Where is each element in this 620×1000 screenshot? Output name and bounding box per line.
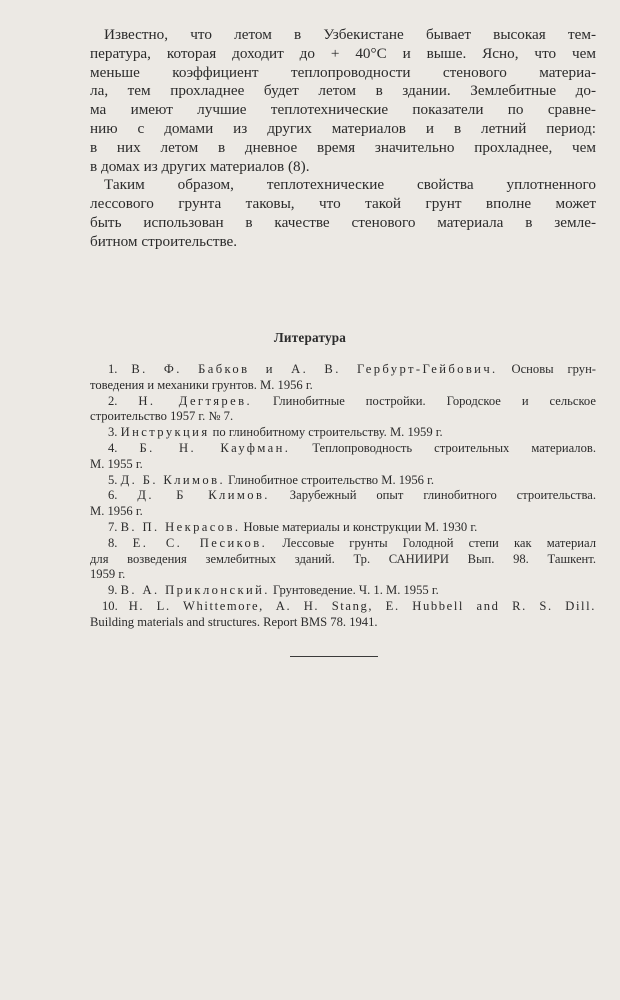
text-line: Известно, что летом в Узбекистане бывает высокая тем- [104, 26, 596, 43]
reference-continuation: М. 1956 г. [90, 504, 143, 519]
reference-title: Зарубежный опыт глинобитного строительства. [289, 488, 596, 503]
reference-number: 5. [108, 472, 118, 487]
reference-title: по глинобитному строительству. М. 1959 г. [212, 425, 443, 440]
reference-continuation: товедения и механики грунтов. М. 1956 г. [90, 377, 313, 392]
reference-number: 3. [108, 425, 118, 440]
reference-item [90, 536, 596, 583]
reference-title: Глинобитные постройки. Городское и сельское [272, 393, 596, 408]
paragraph-1 [90, 26, 596, 176]
text-line: лессового грунта таковы, что такой грунт вполне может [90, 195, 596, 213]
reference-item [90, 473, 596, 489]
reference-author: H. L. Whittemore, A. H. Stang, E. Hubbell and R. S. Dill. [128, 598, 596, 613]
body-text [90, 26, 596, 252]
reference-number: 9. [108, 583, 118, 598]
references-list [90, 362, 596, 631]
references-heading: Литература [273, 330, 347, 345]
reference-number: 4. [108, 440, 118, 455]
reference-item [90, 425, 596, 441]
text-line: в домах из других материалов (8). [90, 157, 310, 175]
reference-author: Н. Дегтярев. [138, 393, 253, 408]
reference-author: Е. С. Песиков. [132, 535, 268, 550]
text-line: в них летом в дневное время значительно прохладнее, чем [90, 138, 596, 156]
reference-title: Грунтоведение. Ч. 1. М. 1955 г. [272, 583, 439, 598]
reference-number: 7. [108, 519, 118, 534]
reference-author: В. Ф. Бабков и А. В. Гербурт-Гейбович. [131, 362, 498, 376]
reference-author: Д. Б Климов. [137, 488, 270, 503]
reference-item [90, 394, 596, 426]
reference-author: Б. Н. Кауфман. [139, 440, 291, 455]
text-line: ла, тем прохладнее будет летом в здании. Землебитные до- [90, 82, 596, 100]
reference-item [90, 583, 596, 599]
reference-author: В. А. Приклонский. [120, 583, 270, 598]
paragraph-2 [90, 176, 596, 251]
reference-title: Лессовые грунты Голодной степи как материал [282, 535, 597, 550]
reference-number: 2. [108, 393, 118, 408]
reference-author: Инструкция [120, 425, 210, 440]
reference-number: 6. [108, 488, 118, 503]
reference-item [90, 599, 596, 631]
reference-continuation: 1959 г. [90, 567, 126, 582]
reference-continuation: М. 1955 г. [90, 456, 143, 471]
text-line: ма имеют лучшие теплотехнические показатели по сравне- [90, 101, 596, 119]
reference-item [90, 362, 596, 394]
reference-item [90, 520, 596, 536]
text-line: битном строительстве. [90, 232, 238, 250]
reference-author: Д. Б. Климов. [120, 472, 226, 487]
end-rule [290, 656, 378, 657]
reference-item [90, 488, 596, 520]
reference-title: Новые материалы и конструкции М. 1930 г. [243, 519, 478, 534]
text-line: нию с домами из других материалов и в летний период: [90, 119, 596, 137]
reference-continuation: строительство 1957 г. № 7. [90, 409, 234, 424]
reference-continuation: для возведения землебитных зданий. Тр. САНИИРИ Вып. 98. Ташкент. [90, 551, 596, 566]
text-line: пература, которая доходит до + 40°С и выше. Ясно, что чем [90, 44, 596, 62]
reference-item [90, 441, 596, 473]
reference-author: В. П. Некрасов. [120, 519, 241, 534]
reference-title: Основы грун- [511, 362, 597, 376]
reference-number: 10. [102, 598, 118, 613]
text-line: быть использован в качестве стенового материала в земле- [90, 213, 596, 231]
text-line: Таким образом, теплотехнические свойства уплотненного [104, 176, 596, 194]
reference-title: Теплопроводность строительных материалов. [312, 440, 596, 455]
text-line: меньше коэффициент теплопроводности стенового материа- [90, 63, 596, 81]
reference-title: Глинобитное строительство М. 1956 г. [228, 472, 434, 487]
reference-number: 8. [108, 535, 118, 550]
reference-number: 1. [108, 362, 118, 376]
reference-continuation: Building materials and structures. Report BMS 78. 1941. [90, 614, 378, 629]
